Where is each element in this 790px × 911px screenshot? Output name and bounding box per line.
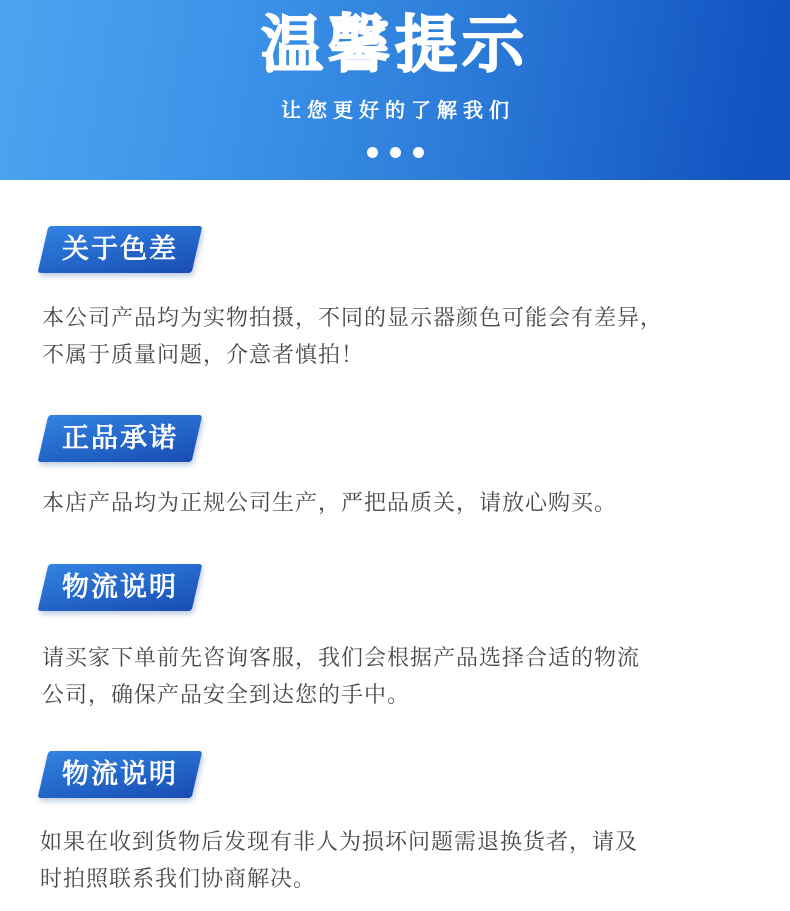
paragraph-line: 请买家下单前先咨询客服，我们会根据产品选择合适的物流: [42, 645, 641, 670]
section-label-badge: [38, 751, 203, 798]
section-color-difference: [40, 180, 750, 373]
section-paragraph: [42, 484, 750, 521]
paragraph-line: 公司，确保产品安全到达您的手中。: [42, 682, 411, 707]
paragraph-line: 本公司产品均为实物拍摄，不同的显示器颜色可能会有差异，: [42, 305, 664, 330]
section-label-badge: [38, 415, 203, 462]
section-logistics-1: [40, 521, 750, 713]
section-paragraph: [42, 639, 750, 713]
paragraph-line: 不属于质量问题，介意者慎拍！: [42, 342, 365, 367]
section-paragraph: [42, 299, 750, 373]
paragraph-line: 时拍照联系我们协商解决。: [40, 866, 317, 891]
section-label-text: 正品承诺: [62, 423, 178, 453]
section-label-text: 物流说明: [62, 572, 178, 602]
section-authenticity: [40, 373, 750, 521]
page-subtitle: 让您更好的了解我们: [281, 100, 515, 122]
header-banner: [0, 0, 790, 180]
section-label-text: 关于色差: [62, 234, 178, 264]
section-label-badge: [38, 226, 203, 273]
paragraph-line: 如果在收到货物后发现有非人为损坏问题需退换货者，请及: [40, 829, 639, 854]
page-title: 温馨提示: [260, 11, 529, 80]
section-label-badge: [38, 564, 203, 611]
section-paragraph: [40, 823, 750, 897]
dot-icon: [367, 147, 378, 158]
dot-icon: [390, 147, 401, 158]
paragraph-line: 本店产品均为正规公司生产，严把品质关，请放心购买。: [42, 490, 618, 515]
section-logistics-2: [40, 713, 750, 897]
section-label-text: 物流说明: [62, 759, 178, 789]
dot-icon: [413, 147, 424, 158]
content-area: [0, 180, 790, 897]
ellipsis-dots-icon: [0, 147, 790, 158]
